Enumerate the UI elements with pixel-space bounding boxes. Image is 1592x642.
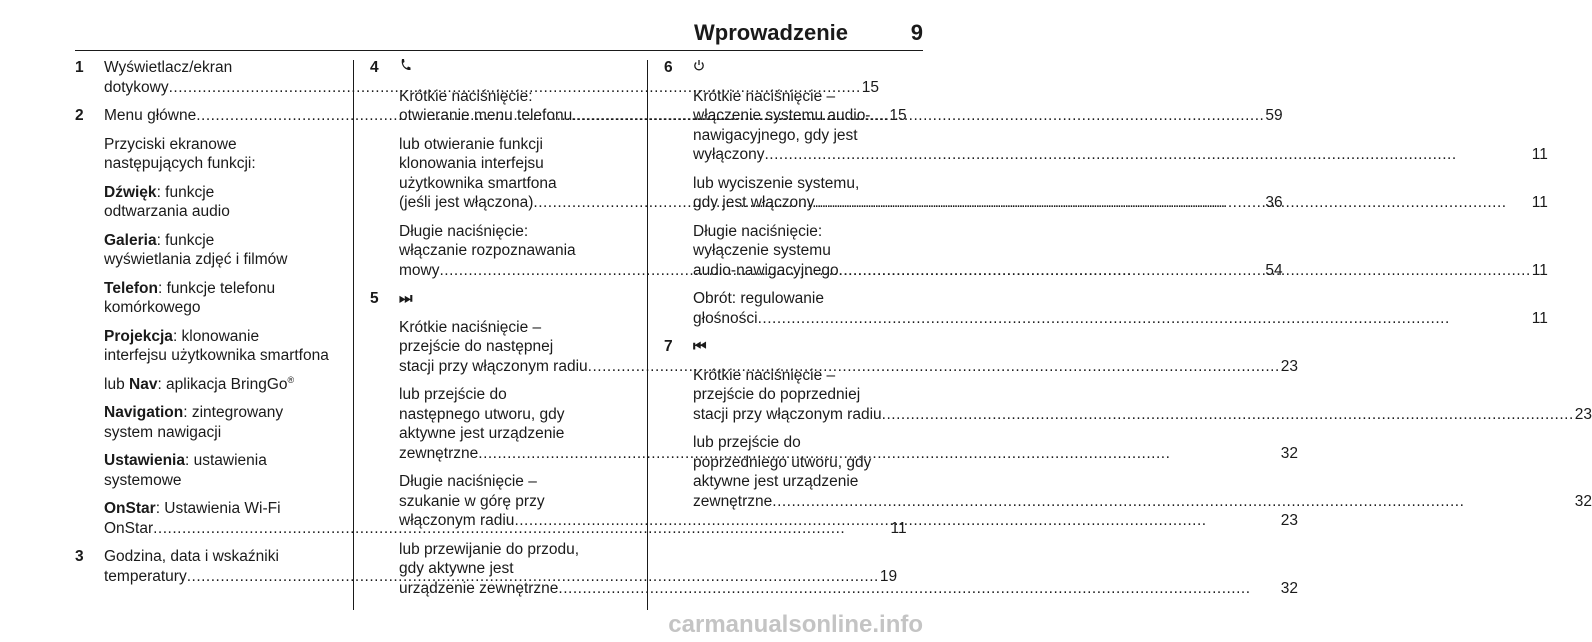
page-header (0, 0, 960, 50)
reference-page: 23 (1280, 512, 1299, 529)
reference-page: 23 (1280, 357, 1299, 375)
function-projekcja: Projekcja: klonowanie interfejsu użytkownika smartfona (104, 327, 329, 364)
watermark: carmanualsonline.info (668, 611, 923, 638)
reference-text: stacji przy włączonym radiu (399, 357, 588, 375)
reference-text: Menu główne (104, 107, 197, 124)
reference-page: 15 (861, 78, 879, 96)
reference-text: gdy jest włączony (693, 194, 815, 211)
reference-page: 54 (1265, 261, 1283, 279)
page-title: Wprowadzenie (693, 20, 848, 45)
reference-text: zewnętrzne (693, 492, 773, 510)
page-reference[interactable] (693, 261, 1548, 281)
function-term: Dźwięk (104, 183, 157, 201)
reference-page: 19 (879, 567, 898, 585)
reference-text: (jeśli jest włączona) (399, 194, 534, 211)
leader-dots (882, 405, 1574, 425)
leader-dots (814, 193, 1530, 213)
reference-text: głośności (693, 309, 758, 327)
leader-dots (772, 492, 1574, 512)
entry-4: 4 Krótkie naciśnięcie: otwieranie menu telefonu ..... 59 lub otwieranie funkcji klonowania interfejsu użytkownika smartfona (jeśli jest włączona) ..... 36 Długie naciśnięcie: włączanie rozpoznawania mowy ..... 54 (370, 58, 632, 280)
page-reference[interactable] (693, 145, 1548, 165)
reference-text: audio-nawigacyjnego (693, 261, 839, 279)
phone-icon (399, 58, 411, 78)
reference-page: 32 (1280, 579, 1299, 597)
entry-number: 3 (75, 548, 84, 565)
entry-5: 5 ⏭ Krótkie naciśnięcie – przejście do następnej stacji przy włączonym radiu ..... 23 lub przejście do następnego utworu, gdy aktywne jest urządzenie zewnętrzne ..... 32 Długie naciśnięcie – szukanie w górę przy włączonym radiu ..... 23 lub przewijanie do przodu, gdy aktywne jest urządzenie zewnętrzne ..... 32 (370, 289, 632, 598)
page-number: 9 (910, 20, 923, 45)
leader-dots (839, 261, 1531, 281)
function-term: Ustawienia (104, 452, 185, 469)
reference-page: 11 (1531, 146, 1548, 163)
reference-page: 32 (1574, 492, 1592, 510)
reference-page: 11 (1531, 194, 1548, 211)
reference-text: dotykowy (104, 78, 169, 96)
function-galeria: Galeria: funkcje wyświetlania zdjęć i filmów (104, 231, 288, 268)
entry-number: 7 (664, 338, 673, 355)
leader-dots (758, 309, 1531, 329)
function-onstar: OnStar: Ustawienia Wi-Fi OnStar ..... 11 (104, 499, 907, 538)
page-reference[interactable] (693, 193, 1548, 213)
power-icon (693, 58, 705, 78)
reference-text: otwieranie menu telefonu (399, 107, 573, 124)
header-rule (75, 50, 923, 51)
function-dzwiek: Dźwięk: funkcje odtwarzania audio (104, 183, 230, 220)
entry-number: 1 (75, 59, 84, 76)
function-telefon: Telefon: funkcje telefonu komórkowego (104, 279, 276, 316)
reference-page: 11 (1531, 261, 1548, 279)
entry-text: następujących funkcji: (104, 155, 256, 172)
page-reference[interactable] (693, 492, 1592, 512)
entry-text: Wyświetlacz/ekran (104, 59, 233, 76)
previous-track-icon: ⏮ (693, 338, 707, 355)
function-term: Galeria (104, 231, 157, 249)
entry-number: 2 (75, 107, 84, 124)
function-term: Telefon (104, 279, 158, 297)
function-navigation: Navigation: zintegrowany system nawigacji (104, 404, 284, 441)
leader-dots (558, 579, 1279, 599)
function-term: OnStar (104, 500, 156, 517)
reference-text: mowy (399, 261, 440, 279)
reference-page: 32 (1280, 444, 1299, 462)
page-reference[interactable] (399, 579, 1298, 599)
entry-text: Godzina, data i wskaźniki (104, 548, 279, 565)
reference-page: 36 (1265, 194, 1283, 211)
function-ustawienia: Ustawienia: ustawienia systemowe (104, 452, 267, 489)
reference-text: temperatury (104, 567, 187, 585)
registered-mark: ® (287, 374, 295, 385)
function-term: Navigation (104, 404, 184, 421)
entry-6: 6 Krótkie naciśnięcie – włączenie systemu audio- nawigacyjnego, gdy jest wyłączony ..... 11 lub wyciszenie systemu, gdy jest włączony ..... 11 Długie naciśnięcie: wyłączenie systemu audio-nawigacyjnego ..... 11 Obrót: regulowanie głośności ..... 11 (664, 58, 924, 328)
entry-3 (75, 547, 898, 586)
reference-page: 11 (890, 519, 907, 537)
reference-text: OnStar (104, 519, 154, 537)
reference-text: stacji przy włączonym radiu (693, 405, 882, 423)
reference-page: 23 (1574, 405, 1592, 423)
entry-number: 6 (664, 59, 673, 76)
function-term: Projekcja (104, 327, 173, 345)
reference-text: włączonym radiu (399, 512, 515, 529)
function-nav: lub Nav: aplikacja BringGo® (104, 374, 295, 393)
page-reference[interactable] (693, 405, 1592, 425)
reference-text: zewnętrzne (399, 444, 479, 462)
entry-number: 5 (370, 290, 379, 307)
leader-dots (765, 145, 1531, 165)
entry-7: 7 ⏮ Krótkie naciśnięcie – przejście do poprzedniej stacji przy włączonym radiu ..... 23 lub przejście do poprzedniego utworu, gdy aktywne jest urządzenie zewnętrzne ..... 32 (664, 337, 924, 511)
page-reference[interactable] (693, 309, 1548, 329)
reference-text: urządzenie zewnętrzne (399, 579, 559, 597)
reference-page: 11 (1531, 309, 1548, 327)
reference-text: wyłączony (693, 146, 765, 163)
entry-1 (75, 58, 879, 97)
next-track-icon: ⏭ (399, 290, 413, 307)
entry-text: Przyciski ekranowe (104, 135, 237, 153)
reference-page: 59 (1265, 107, 1283, 124)
entry-number: 4 (370, 59, 379, 76)
function-term: Nav (129, 375, 158, 393)
reference-page: 15 (889, 107, 907, 124)
